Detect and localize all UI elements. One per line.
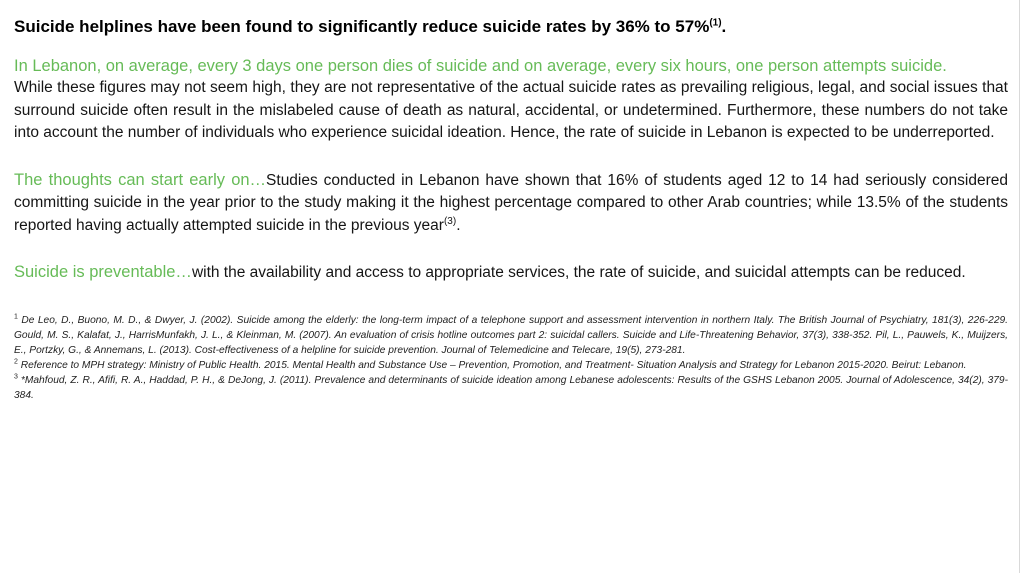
reference-number: 3 xyxy=(14,373,18,381)
reference-text: De Leo, D., Buono, M. D., & Dwyer, J. (2002). Suicide among the elderly: the long-term impact of a telephone support and assessment intervention in northern Italy. The British Journal of Psychiatry, 181(3), 226-229. Gould, M. S., Kalafat, J., HarrisMunfakh, J. L., & Kleinman, M. (2007). An evaluation of crisis hotline outcomes part 2: suicidal callers. Suicide and Life-Threatening Behavior, 37(3), 338-352. Pil, L., Pauwels, K., Muijzers, E., Portzky, G., & Annemans, L. (2013). Cost-effectiveness of a helpline for suicide prevention. Journal of Telemedicine and Telecare, 19(5), 273-281. xyxy=(14,314,1008,356)
references xyxy=(14,313,1008,403)
reference-text: *Mahfoud, Z. R., Afifi, R. A., Haddad, P. H., & DeJong, J. (2011). Prevalence and determinants of suicide ideation among Lebanese adolescents: Results of the GSHS Lebanon 2005. Journal of Adolescence, 34(2), 379-384. xyxy=(14,374,1008,401)
thoughts-section xyxy=(14,169,1008,238)
lebanon-lead: In Lebanon, on average, every 3 days one person dies of suicide and on average, every six hours, one person attempts suicide. xyxy=(14,57,947,75)
preventable-section xyxy=(14,261,1008,285)
lebanon-body: While these figures may not seem high, they are not representative of the actual suicide rates as prevailing religious, legal, and social issues that surround suicide often result in the mislabeled cause of death as natural, accidental, or undetermined. Furthermore, these numbers do not take into account the number of individuals who experience suicidal ideation. Hence, the rate of suicide in Lebanon is expected to be underreported. xyxy=(14,79,1008,141)
reference-text: Reference to MPH strategy: Ministry of Public Health. 2015. Mental Health and Substance Use – Prevention, Promotion, and Treatment- Situation Analysis and Strategy for Lebanon 2015-2020. Beirut: Lebanon. xyxy=(17,359,967,371)
slide-heading xyxy=(14,16,1008,38)
reference-number: 2 xyxy=(14,358,18,366)
slide-border xyxy=(1019,0,1020,573)
reference-item xyxy=(14,373,1008,403)
heading-period: . xyxy=(721,17,727,36)
thoughts-citation: (3) xyxy=(443,215,457,227)
heading-citation: (1) xyxy=(709,17,722,29)
thoughts-body: Studies conducted in Lebanon have shown that 16% of students aged 12 to 14 had seriously considered committing suicide in the year prior to the study making it the highest percentage compared to other Arab countries; while 13.5% of the students reported having actually attempted suicide in the previous year xyxy=(14,171,1008,234)
heading-text: Suicide helplines have been found to significantly reduce suicide rates by 36% to 57% xyxy=(14,17,710,36)
preventable-lead: Suicide is preventable… xyxy=(14,263,192,281)
thoughts-lead: The thoughts can start early on… xyxy=(14,170,267,189)
thoughts-period: . xyxy=(456,216,461,234)
lebanon-section xyxy=(14,55,1008,145)
reference-item xyxy=(14,313,1008,358)
preventable-body: with the availability and access to appropriate services, the rate of suicide, and suicidal attempts can be reduced. xyxy=(191,264,966,281)
reference-number: 1 xyxy=(14,313,18,321)
slide-content xyxy=(14,14,1008,403)
reference-item xyxy=(14,358,1008,373)
